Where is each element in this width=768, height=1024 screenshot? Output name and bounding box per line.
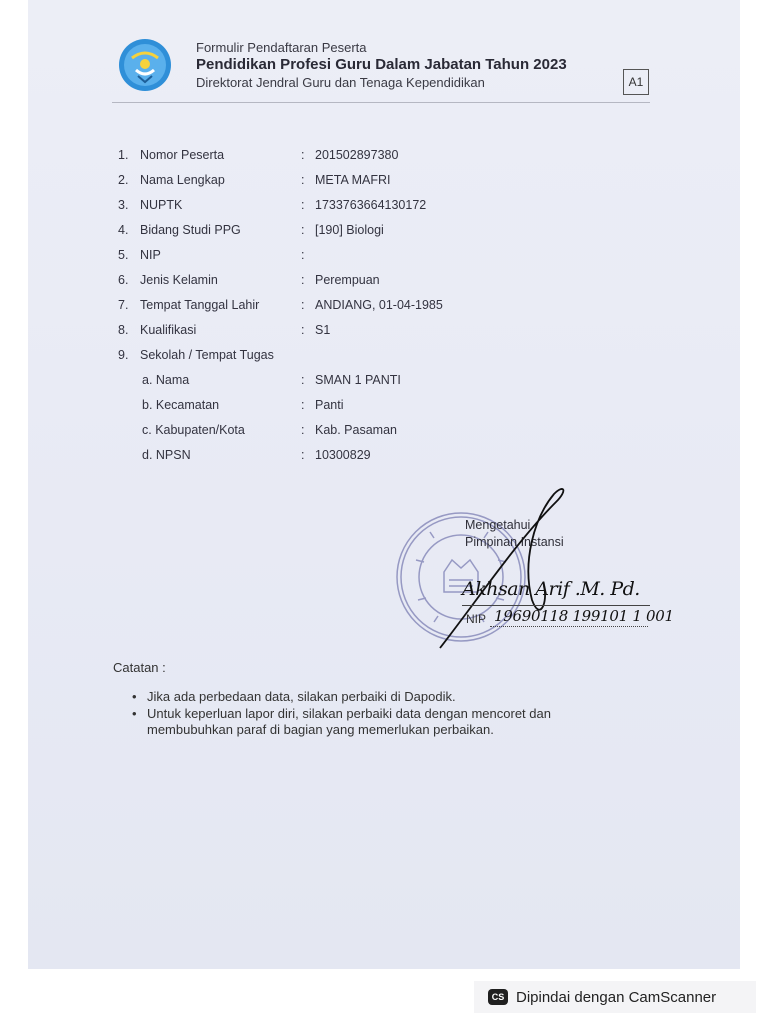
tut-wuri-handayani-logo-icon bbox=[118, 38, 172, 92]
subfield-label: b. Kecamatan bbox=[142, 398, 220, 412]
field-value: [190] Biologi bbox=[315, 223, 384, 237]
field-colon: : bbox=[301, 273, 305, 287]
subfield-label: c. Kabupaten/Kota bbox=[142, 423, 245, 437]
field-number: 3. bbox=[118, 198, 129, 212]
field-value: 201502897380 bbox=[315, 148, 399, 162]
field-value: ANDIANG, 01-04-1985 bbox=[315, 298, 443, 312]
field-number: 6. bbox=[118, 273, 129, 287]
field-label: Tempat Tanggal Lahir bbox=[140, 298, 260, 312]
field-label: Bidang Studi PPG bbox=[140, 223, 241, 237]
nip-dotted-line bbox=[490, 626, 648, 627]
field-label: Jenis Kelamin bbox=[140, 273, 218, 287]
field-number: 4. bbox=[118, 223, 129, 237]
signatory-nip-label: NIP bbox=[466, 612, 487, 626]
field-label: NUPTK bbox=[140, 198, 183, 212]
field-number: 7. bbox=[118, 298, 129, 312]
signatory-nip-value: 19690118 199101 1 001 bbox=[494, 607, 674, 625]
subfield-value: SMAN 1 PANTI bbox=[315, 373, 401, 387]
form-title: Pendidikan Profesi Guru Dalam Jabatan Tahun 2023 bbox=[196, 56, 567, 74]
field-value: 1733763664130172 bbox=[315, 198, 427, 212]
form-subtitle: Formulir Pendaftaran Peserta bbox=[196, 40, 367, 55]
form-directorate: Direktorat Jendral Guru dan Tenaga Kependidikan bbox=[196, 75, 485, 90]
field-label: Nomor Peserta bbox=[140, 148, 225, 162]
field-label: Nama Lengkap bbox=[140, 173, 225, 187]
camscanner-logo-icon: CS bbox=[488, 989, 508, 1005]
signature-underline bbox=[462, 605, 650, 606]
subfield-label: d. NPSN bbox=[142, 448, 191, 462]
field-colon: : bbox=[301, 423, 305, 437]
subfield-label: a. Nama bbox=[142, 373, 190, 387]
subfield-value: Panti bbox=[315, 398, 344, 412]
form-header bbox=[196, 40, 567, 91]
note-item: • Untuk keperluan lapor diri, silakan perbaiki data dengan mencoret dan membubuhkan paraf di bagian yang memerlukan perbaikan. bbox=[132, 706, 602, 738]
camscanner-watermark bbox=[474, 981, 756, 1013]
field-number: 8. bbox=[118, 323, 129, 337]
field-colon: : bbox=[301, 448, 305, 462]
approval-heading: Mengetahui bbox=[465, 518, 531, 532]
field-label: NIP bbox=[140, 248, 161, 262]
form-code-box: A1 bbox=[623, 69, 649, 95]
signatory-name: Akhsan Arif .M. Pd. bbox=[462, 578, 640, 600]
field-value: S1 bbox=[315, 323, 331, 337]
notes-heading: Catatan : bbox=[113, 660, 166, 675]
notes-list bbox=[132, 689, 602, 739]
field-number: 1. bbox=[118, 148, 129, 162]
field-number: 2. bbox=[118, 173, 129, 187]
header-divider bbox=[112, 102, 650, 103]
field-value: META MAFRI bbox=[315, 173, 391, 187]
field-label: Kualifikasi bbox=[140, 323, 197, 337]
subfield-value: Kab. Pasaman bbox=[315, 423, 397, 437]
field-colon: : bbox=[301, 148, 305, 162]
field-colon: : bbox=[301, 198, 305, 212]
camscanner-label: Dipindai dengan CamScanner bbox=[516, 988, 717, 1006]
approval-role: Pimpinan Instansi bbox=[465, 535, 564, 549]
field-colon: : bbox=[301, 298, 305, 312]
field-label: Sekolah / Tempat Tugas bbox=[140, 348, 274, 362]
field-colon: : bbox=[301, 323, 305, 337]
subfield-value: 10300829 bbox=[315, 448, 371, 462]
note-item: • Jika ada perbedaan data, silakan perbaiki di Dapodik. bbox=[132, 689, 602, 705]
field-colon: : bbox=[301, 248, 305, 262]
field-number: 9. bbox=[118, 348, 129, 362]
field-number: 5. bbox=[118, 248, 129, 262]
field-colon: : bbox=[301, 173, 305, 187]
field-colon: : bbox=[301, 373, 305, 387]
field-colon: : bbox=[301, 223, 305, 237]
field-value: Perempuan bbox=[315, 273, 380, 287]
field-colon: : bbox=[301, 398, 305, 412]
